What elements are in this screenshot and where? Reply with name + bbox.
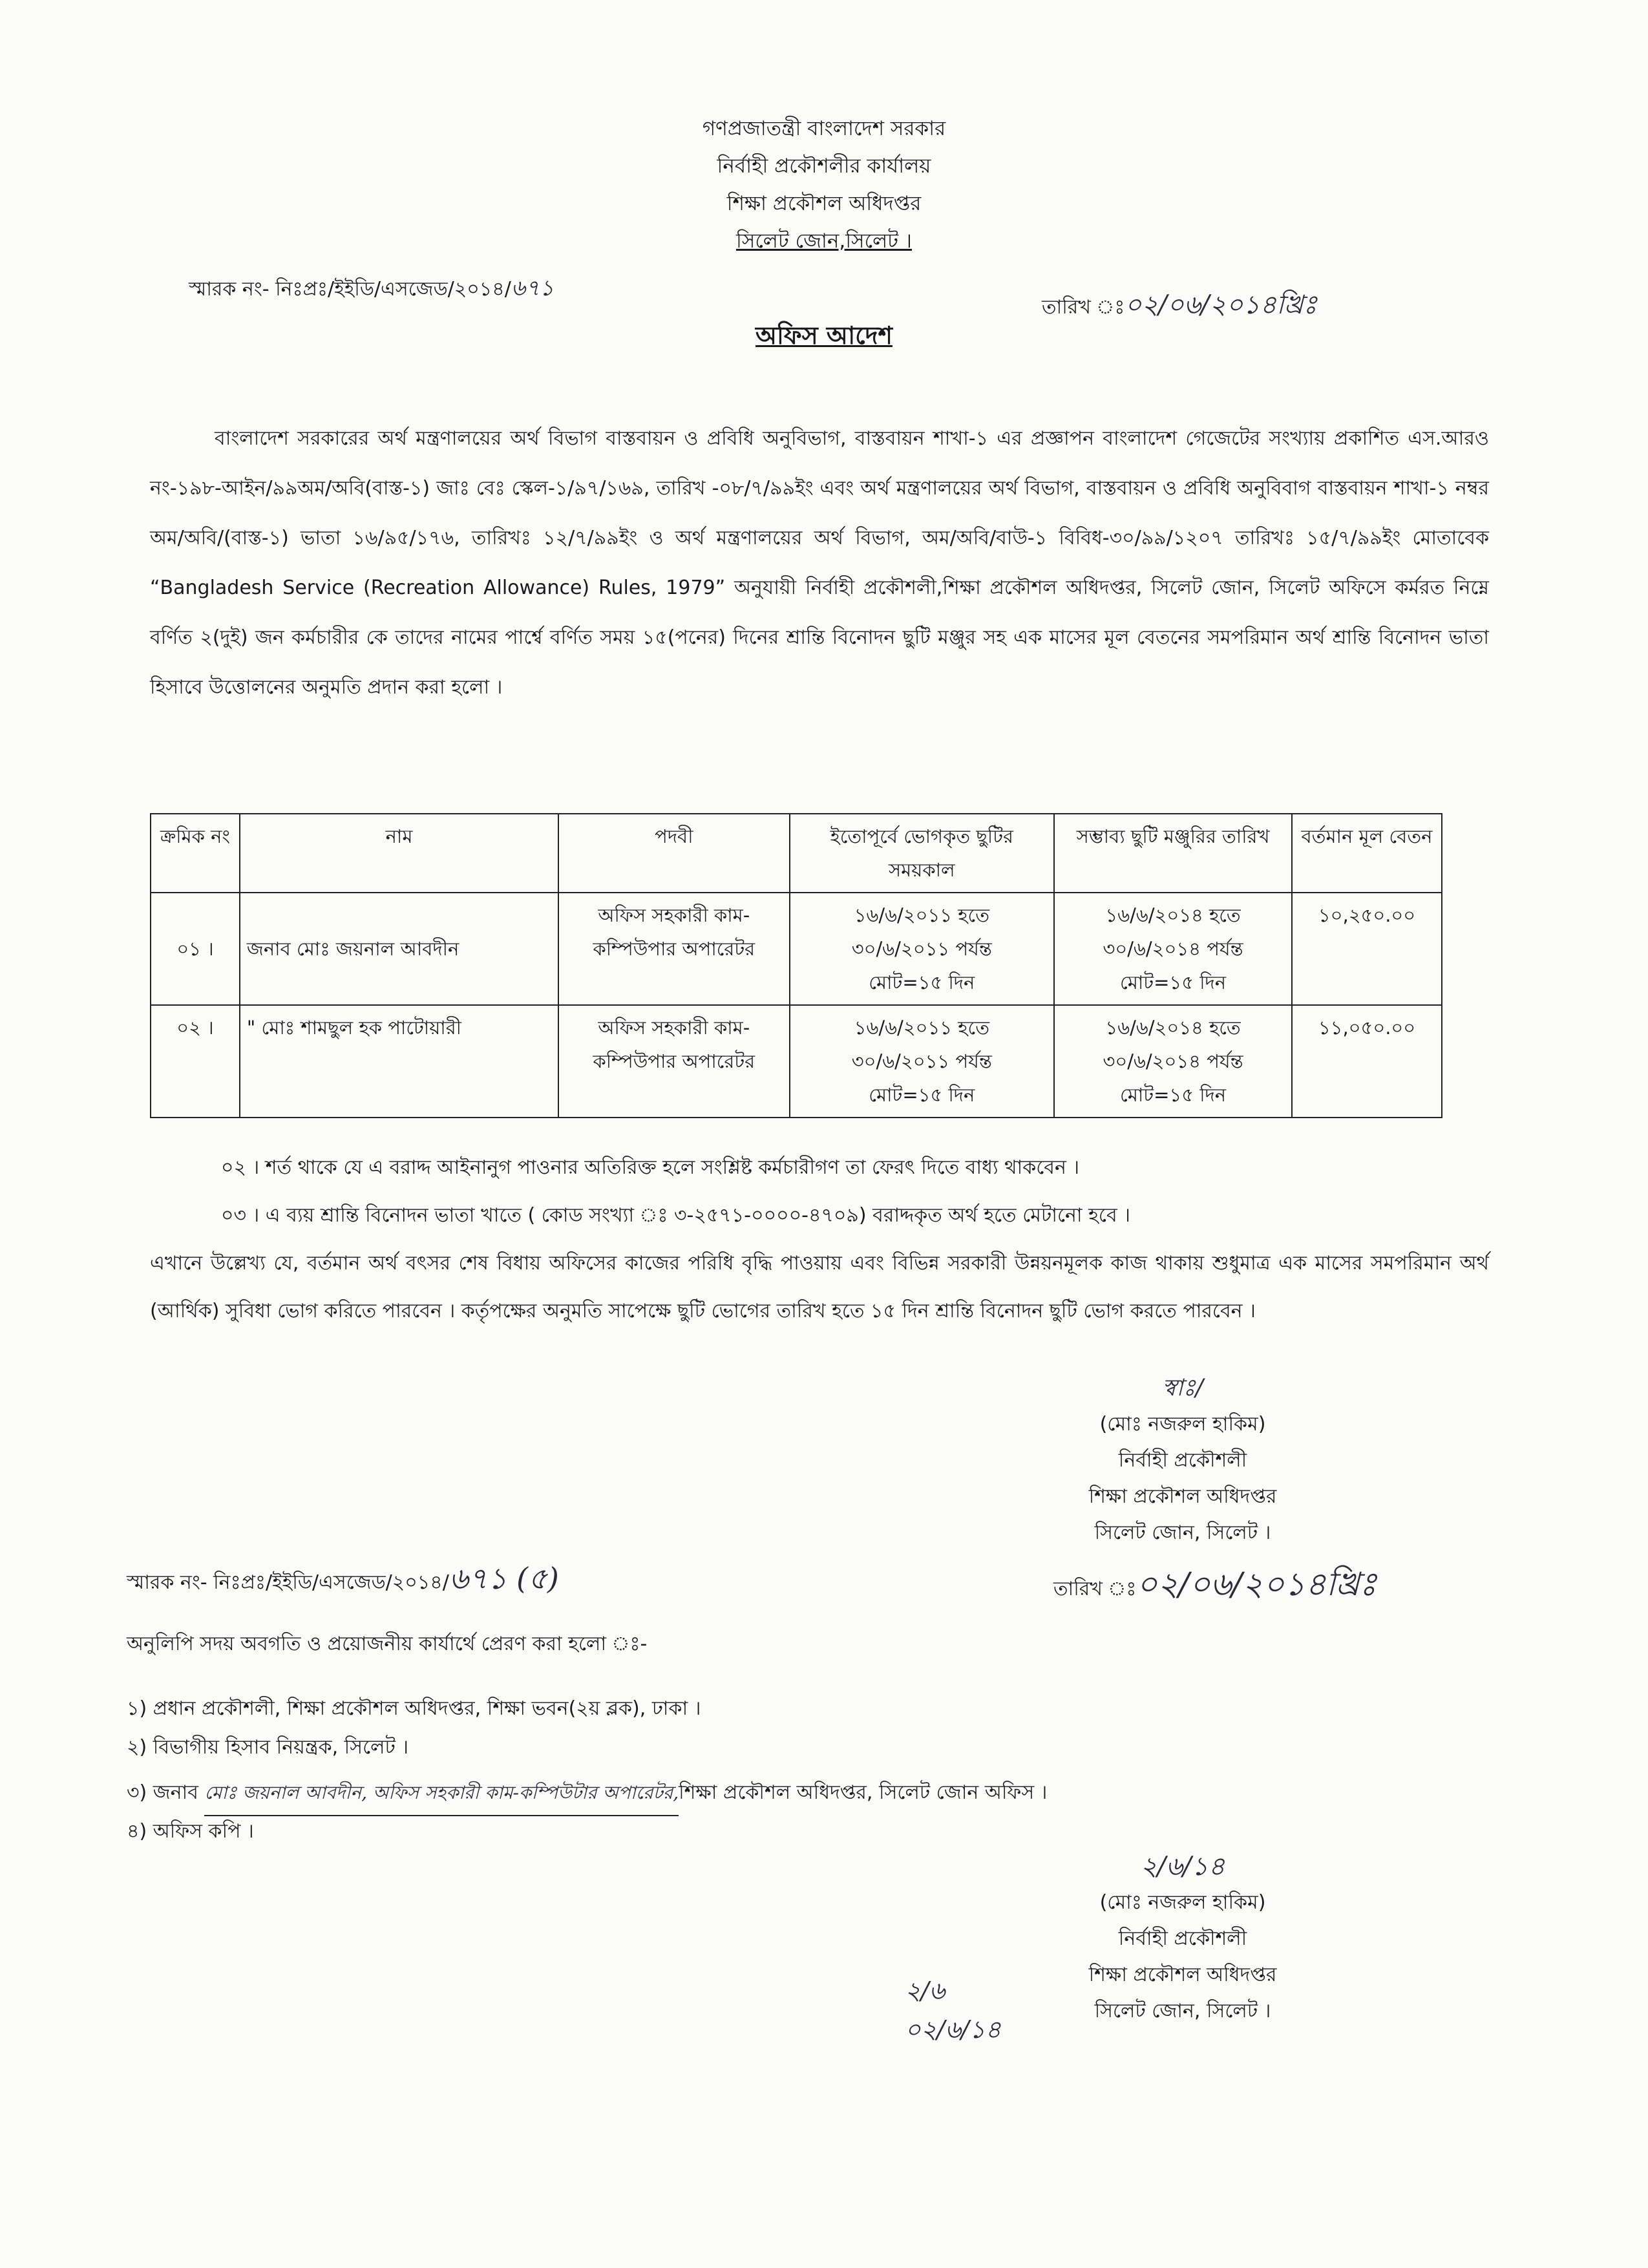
letterhead-line-2: নির্বাহী প্রকৌশলীর কার্যালয় (717, 154, 931, 178)
cell-prev-leave (790, 1005, 1055, 1118)
cc-item-3-suffix: শিক্ষা প্রকৌশল অধিদপ্তর, সিলেট জোন অফিস । (679, 1781, 1048, 1804)
prev-from: ১৬/৬/২০১১ হতে (854, 904, 989, 926)
date-hand: ০২/০৬/২০১৪খ্রিঃ (1125, 290, 1317, 320)
table-row (151, 1005, 1442, 1118)
memo-date-2 (1053, 1560, 1377, 1614)
next-from: ১৬/৬/২০১৪ হতে (1105, 904, 1241, 926)
cell-serial: ০২ । (151, 1005, 240, 1118)
next-to: ৩০/৬/২০১৪ পর্যন্ত (1103, 938, 1243, 960)
cc-item-3 (127, 1771, 1516, 1816)
col-serial: ক্রমিক নং (151, 814, 240, 893)
cell-name: জনাব মোঃ জয়নাল আবদীন (240, 893, 558, 1005)
cc-item-2: ২) বিভাগীয় হিসাব নিয়ন্ত্রক, সিলেট । (127, 1736, 409, 1759)
clerk-initials (905, 1971, 1001, 2049)
memo-number-2 (127, 1556, 559, 1606)
letterhead-line-4: সিলেট জোন,সিলেট । (735, 229, 913, 253)
col-name: নাম (240, 814, 558, 893)
cc-intro: অনুলিপি সদয় অবগতি ও প্রয়োজনীয় কার্যার্থে প্রেরণ করা হলো ঃ- (127, 1633, 648, 1655)
signature-block-1 (1034, 1370, 1331, 1551)
cell-designation: অফিস সহকারী কাম-কম্পিউপার অপারেটর (558, 1005, 789, 1118)
signatory-location: সিলেট জোন, সিলেট । (1094, 1521, 1271, 1544)
memo-hand-number: ৬৭১ (৫) (449, 1561, 559, 1596)
signatory-designation: নির্বাহী প্রকৌশলী (1118, 1927, 1247, 1950)
order-body: বাংলাদেশ সরকারের অর্থ মন্ত্রণালয়ের অর্থ বিভাগ বাস্তবায়ন ও প্রবিধি অনুবিভাগ, বাস্তবায়ন শাখা-১ এর প্রজ্ঞাপন বাংলাদেশ গেজেটের সংখ্যায় প্রকাশিত এস.আরও নং-১৯৮-আইন/৯৯অম/অবি(বাস্ত-১) জাঃ বেঃ স্কেল-১/৯৭/১৬৯, তারিখ -০৮/৭/৯৯ইং এবং অর্থ মন্ত্রণালয়ের অর্থ বিভাগ, বাস্তবায়ন ও প্রবিধি অনুবিবাগ বাস্তবায়ন শাখা-১ নম্বর অম/অবি/(বাস্ত-১) ভাতা ১৬/৯৫/১৭৬, তারিখঃ ১২/৭/৯৯ইং ও অর্থ মন্ত্রণালয়ের অর্থ বিভাগ, অম/অবি/বাউ-১ বিবিধ-৩০/৯৯/১২০৭ তারিখঃ ১৫/৭/৯৯ইং মোতাবেক “Bangladesh Service (Recreation Allowance) Rules, 1979” অনুযায়ী নির্বাহী প্রকৌশলী,শিক্ষা প্রকৌশল অধিদপ্তর, সিলেট জোন, সিলেট অফিসে কর্মরত নিম্নে বর্ণিত ২(দুই) জন কর্মচারীর কে তাদের নামের পার্শ্বে বর্ণিত সময় ১৫(পনের) দিনের শ্রান্তি বিনোদন ছুটি মঞ্জুর সহ এক মাসের মূল বেতনের সমপরিমান অর্থ শ্রান্তি বিনোদন ভাতা হিসাবে উত্তোলনের অনুমতি প্রদান করা হলো । (150, 427, 1489, 699)
prev-to: ৩০/৬/২০১১ পর্যন্ত (851, 1050, 992, 1072)
signatory-office: শিক্ষা প্রকৌশল অধিদপ্তর (1088, 1964, 1277, 1986)
signatory-designation: নির্বাহী প্রকৌশলী (1118, 1449, 1247, 1472)
memo-label: স্মারক নং- নিঃপ্রঃ/ইইডি/এসজেড/২০১৪/ (189, 278, 511, 301)
col-prev-leave: ইতোপূর্বে ভোগকৃত ছুটির সময়কাল (790, 814, 1055, 893)
letterhead (0, 110, 1648, 260)
memo-number-1 (189, 271, 554, 308)
col-salary: বর্তমান মূল বেতন (1292, 814, 1442, 893)
cell-name: " মোঃ শামছুল হক পাটোয়ারী (240, 1005, 558, 1118)
cc-item-1: ১) প্রধান প্রকৌশলী, শিক্ষা প্রকৌশল অধিদপ্তর, শিক্ষা ভবন(২য় ব্লক), ঢাকা । (127, 1697, 701, 1720)
cell-next-leave (1054, 893, 1292, 1005)
prev-to: ৩০/৬/২০১১ পর্যন্ত (851, 938, 992, 960)
col-next-leave: সম্ভাব্য ছুটি মঞ্জুরির তারিখ (1054, 814, 1292, 893)
employee-table (150, 813, 1442, 1118)
next-total: মোট=১৫ দিন (1120, 971, 1227, 993)
cell-serial: ০১ । (151, 893, 240, 1005)
signature-hand: ২/৬/১৪ (1140, 1852, 1225, 1881)
note-extra: এখানে উল্লেখ্য যে, বর্তমান অর্থ বৎসর শেষ বিধায় অফিসের কাজের পরিধি বৃদ্ধি পাওয়ায় এবং বিভিন্ন সরকারী উন্নয়নমূলক কাজ থাকায় শুধুমাত্র এক মাসের সমপরিমান অর্থ (আর্থিক) সুবিধা ভোগ করিতে পারবেন । কর্তৃপক্ষের অনুমতি সাপেক্ষে ছুটি ভোগের তারিখ হতে ১৫ দিন শ্রান্তি বিনোদন ছুটি ভোগ করতে পারবেন । (150, 1252, 1489, 1322)
cell-designation: অফিস সহকারী কাম-কম্পিউপার অপারেটর (558, 893, 789, 1005)
note-2: ০২ । শর্ত থাকে যে এ বরাদ্দ আইনানুগ পাওনার অতিরিক্ত হলে সংশ্লিষ্ট কর্মচারীগণ তা ফেরৎ দিতে বাধ্য থাকবেন । (221, 1156, 1080, 1179)
clerk-initials-2: ০২/৬/১৪ (905, 2015, 1002, 2044)
note-3: ০৩ । এ ব্যয় শ্রান্তি বিনোদন ভাতা খাতে ( কোড সংখ্যা ঃ ৩-২৫৭১-০০০০-৪৭০৯) বরাদ্দকৃত অর্থ হতে মেটানো হবে । (221, 1204, 1130, 1227)
memo-label: স্মারক নং- নিঃপ্রঃ/ইইডি/এসজেড/২০১৪/ (127, 1571, 449, 1594)
date-label: তারিখ ঃ (1042, 296, 1125, 319)
next-to: ৩০/৬/২০১৪ পর্যন্ত (1103, 1050, 1243, 1072)
signature-initial: স্বাঃ/ (1162, 1375, 1203, 1401)
order-title: অফিস আদেশ (755, 321, 893, 350)
cc-item-3-handwritten: মোঃ জয়নাল আবদীন, অফিস সহকারী কাম-কম্পিউটার অপারেটর, (204, 1771, 679, 1816)
table-header-row (151, 814, 1442, 893)
cell-salary: ১০,২৫০.০০ (1292, 893, 1442, 1005)
cell-next-leave (1054, 1005, 1292, 1118)
date-label: তারিখ ঃ (1053, 1578, 1137, 1600)
cell-prev-leave (790, 893, 1055, 1005)
prev-total: মোট=১৫ দিন (869, 971, 975, 993)
signatory-name: (মোঃ নজরুল হাকিম) (1099, 1891, 1266, 1914)
cc-item-3-prefix: ৩) জনাব (127, 1781, 198, 1804)
col-designation: পদবী (558, 814, 789, 893)
cell-salary: ১১,০৫০.০০ (1292, 1005, 1442, 1118)
signatory-location: সিলেট জোন, সিলেট । (1094, 2000, 1271, 2022)
letterhead-line-3: শিক্ষা প্রকৌশল অধিদপ্তর (726, 192, 922, 215)
prev-total: মোট=১৫ দিন (869, 1084, 975, 1106)
signatory-name: (মোঃ নজরুল হাকিম) (1099, 1413, 1266, 1436)
date-hand: ০২/০৬/২০১৪খ্রিঃ (1136, 1565, 1377, 1603)
letterhead-line-1: গণপ্রজাতন্ত্রী বাংলাদেশ সরকার (702, 117, 946, 140)
table-row (151, 893, 1442, 1005)
clerk-initials-1: ২/৬ (905, 1977, 945, 2005)
signature-block-2 (1034, 1849, 1331, 2030)
memo-hand-number: ৬৭১ (511, 275, 555, 301)
signatory-office: শিক্ষা প্রকৌশল অধিদপ্তর (1088, 1485, 1277, 1508)
cc-item-4: ৪) অফিস কপি । (127, 1820, 254, 1843)
next-from: ১৬/৬/২০১৪ হতে (1105, 1017, 1241, 1039)
next-total: মোট=১৫ দিন (1120, 1084, 1227, 1106)
prev-from: ১৬/৬/২০১১ হতে (854, 1017, 989, 1039)
